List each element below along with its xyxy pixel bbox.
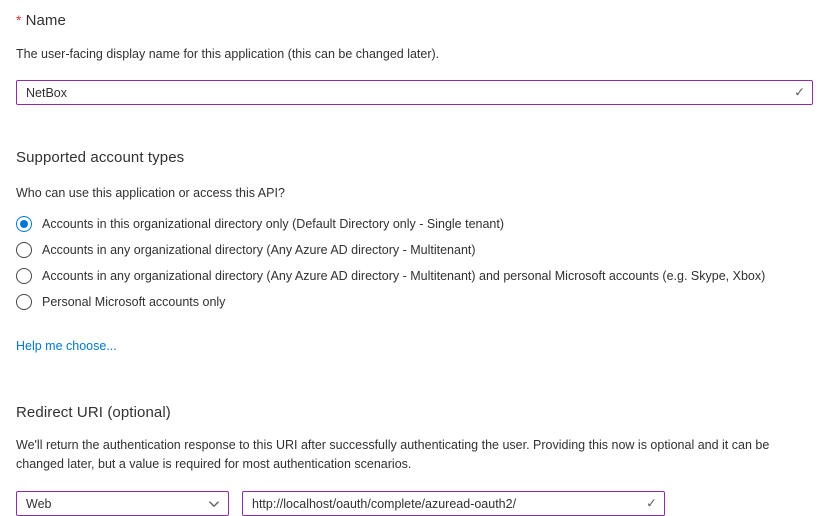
radio-option-label: Accounts in any organizational directory (Any Azure AD directory - Multitenant) [42, 243, 476, 257]
required-asterisk: * [16, 12, 22, 28]
redirect-uri-description: We'll return the authentication response to this URI after successfully authenticating the user. Providing this now is optional and it can be changed later, but a value is required for most authentication scenarios. [16, 438, 770, 471]
uri-field-wrap [242, 491, 665, 516]
redirect-uri-row [16, 491, 813, 516]
account-types-radio-group [16, 211, 813, 315]
radio-button-icon[interactable] [16, 216, 32, 232]
name-input[interactable] [16, 80, 813, 105]
radio-option-single-tenant[interactable] [16, 211, 813, 237]
radio-option-personal-only[interactable] [16, 289, 813, 315]
redirect-uri-input[interactable] [242, 491, 665, 516]
platform-select-value: Web [26, 496, 52, 511]
radio-option-label: Personal Microsoft accounts only [42, 295, 226, 309]
name-section-title [16, 12, 813, 29]
radio-option-multitenant-personal[interactable] [16, 263, 813, 289]
checkmark-icon: ✓ [646, 495, 657, 511]
radio-option-label: Accounts in any organizational directory (Any Azure AD directory - Multitenant) and personal Microsoft accounts (e.g. Skype, Xbox) [42, 269, 766, 283]
name-description: The user-facing display name for this application (this can be changed later). [16, 47, 440, 61]
radio-button-icon[interactable] [16, 268, 32, 284]
redirect-uri-title: Redirect URI (optional) [16, 404, 171, 421]
account-types-question: Who can use this application or access this API? [16, 186, 285, 200]
name-title-text: Name [25, 12, 66, 29]
radio-option-label: Accounts in this organizational directory only (Default Directory only - Single tenant) [42, 217, 505, 231]
checkmark-icon: ✓ [794, 84, 805, 100]
name-field-wrap [16, 80, 813, 105]
account-types-title: Supported account types [16, 149, 185, 166]
radio-button-icon[interactable] [16, 242, 32, 258]
platform-select[interactable] [16, 491, 229, 516]
chevron-down-icon [208, 498, 220, 510]
radio-option-multitenant[interactable] [16, 237, 813, 263]
radio-button-icon[interactable] [16, 294, 32, 310]
help-me-choose-link[interactable]: Help me choose... [16, 339, 117, 353]
